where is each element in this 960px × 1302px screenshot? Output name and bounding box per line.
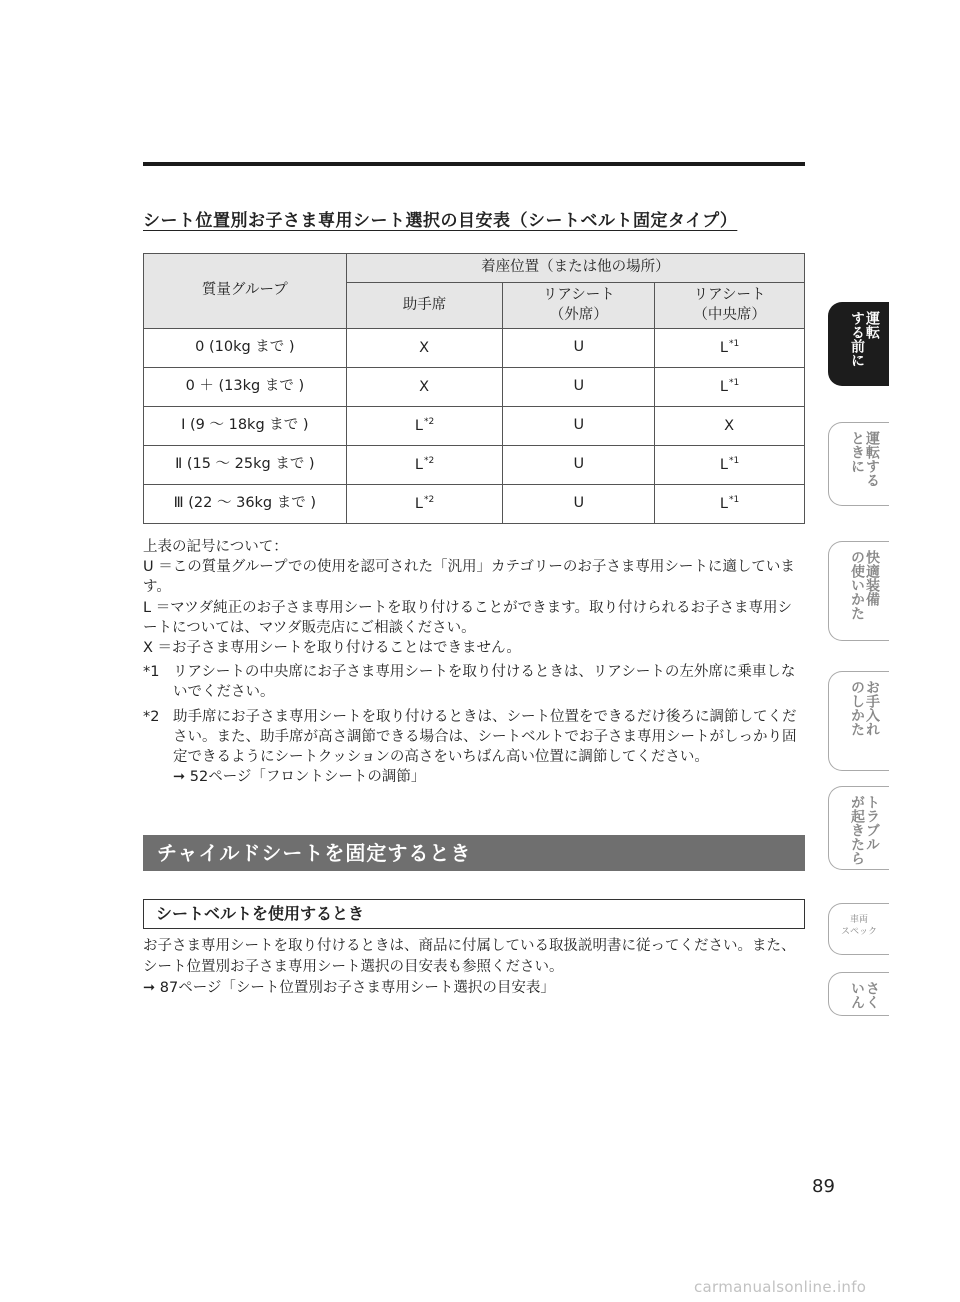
- watermark: carmanualsonline.info: [694, 1278, 867, 1296]
- cell-front: $L^{*2}$: [346, 407, 503, 446]
- cell-rear-center: X: [655, 407, 805, 446]
- cell-rear-outer: U: [503, 446, 655, 485]
- side-tab-index[interactable]: さく いん: [828, 972, 889, 1016]
- header-rear-center: リアシート （中央席）: [655, 283, 805, 329]
- cell-group: Ⅲ (22 〜 36kg まで ): [144, 485, 347, 524]
- side-tab-troubleshooting[interactable]: トラブル が起きたら: [828, 786, 889, 870]
- cell-front: $L^{*2}$: [346, 485, 503, 524]
- cell-rear-center: $L^{*1}$: [655, 368, 805, 407]
- legend-x: X ＝お子さま専用シートを取り付けることはできません。: [143, 640, 521, 657]
- side-tab-while-driving[interactable]: 運転する ときに: [828, 422, 889, 506]
- header-mass-group: 質量グループ: [144, 254, 347, 329]
- cell-group: 0 (10kg まで ): [144, 329, 347, 368]
- side-tab-specifications[interactable]: 車両 スペック: [828, 903, 889, 955]
- cell-front: $L^{*2}$: [346, 446, 503, 485]
- table-row: [144, 446, 805, 485]
- section-title: シート位置別お子さま専用シート選択の目安表（シートベルト固定タイプ）: [143, 211, 738, 231]
- page-number: 89: [812, 1176, 835, 1197]
- cell-rear-outer: U: [503, 485, 655, 524]
- cell-group: Ⅰ (9 〜 18kg まで ): [144, 407, 347, 446]
- cell-rear-outer: U: [503, 368, 655, 407]
- cell-rear-outer: U: [503, 329, 655, 368]
- table-row: [144, 407, 805, 446]
- side-tab-comfort-features[interactable]: 快適装備 の使いかた: [828, 541, 889, 641]
- cell-rear-center: $L^{*1}$: [655, 446, 805, 485]
- body-text: お子さま専用シートを取り付けるときは、商品に付属している取扱説明書に従ってください。また、シート位置別お子さま専用シート選択の目安表も参照ください。 ➞ 87ページ「シート位置別お子さま専用シート選択の目安表」: [143, 936, 805, 999]
- footnote-2: *2 助手席にお子さま専用シートを取り付けるときは、シート位置をできるだけ後ろに調節してください。また、助手席が高さ調節できる場合は、シートベルトでお子さま専用シートがしっかり固定できるようにシートクッションの高さをいちばん高い位置に調節してください。 ➞ 52ページ「フロントシートの調節」: [143, 708, 797, 786]
- cell-front: X: [346, 329, 503, 368]
- legend-notes: [143, 537, 805, 787]
- legend-intro: 上表の記号について：: [143, 539, 288, 555]
- cell-rear-center: $L^{*1}$: [655, 329, 805, 368]
- table-row: [144, 485, 805, 524]
- footnote-2-ref-link[interactable]: ➞ 52ページ「フロントシートの調節」: [173, 769, 426, 786]
- table-row: [144, 368, 805, 407]
- side-tab-maintenance[interactable]: お手入れ のしかた: [828, 671, 889, 771]
- table-row: [144, 329, 805, 368]
- side-tab-before-driving[interactable]: 運転 する前に: [828, 302, 889, 386]
- header-front-passenger: 助手席: [346, 283, 503, 329]
- legend-l: L ＝マツダ純正のお子さま専用シートを取り付けることができます。取り付けられるお子さま専用シートについては、マツダ販売店にご相談ください。: [143, 599, 792, 636]
- body-ref-link[interactable]: ➞ 87ページ「シート位置別お子さま専用シート選択の目安表」: [143, 980, 555, 996]
- footnote-1: *1 リアシートの中央席にお子さま専用シートを取り付けるときは、リアシートの左外席に乗車しないでください。: [143, 664, 796, 701]
- cell-rear-center: $L^{*1}$: [655, 485, 805, 524]
- cell-front: X: [346, 368, 503, 407]
- cell-group: 0 ＋ (13kg まで ): [144, 368, 347, 407]
- cell-group: Ⅱ (15 〜 25kg まで ): [144, 446, 347, 485]
- seat-selection-table: [143, 253, 805, 524]
- header-rule: [143, 162, 805, 166]
- subsection-title: シートベルトを使用するとき: [143, 899, 805, 929]
- section-band-title: チャイルドシートを固定するとき: [143, 835, 805, 871]
- cell-rear-outer: U: [503, 407, 655, 446]
- header-rear-outer: リアシート （外席）: [503, 283, 655, 329]
- header-seat-position: 着座位置（または他の場所）: [346, 254, 804, 283]
- legend-u: U ＝この質量グループでの使用を認可された「汎用」カテゴリーのお子さま専用シートに適しています。: [143, 559, 795, 596]
